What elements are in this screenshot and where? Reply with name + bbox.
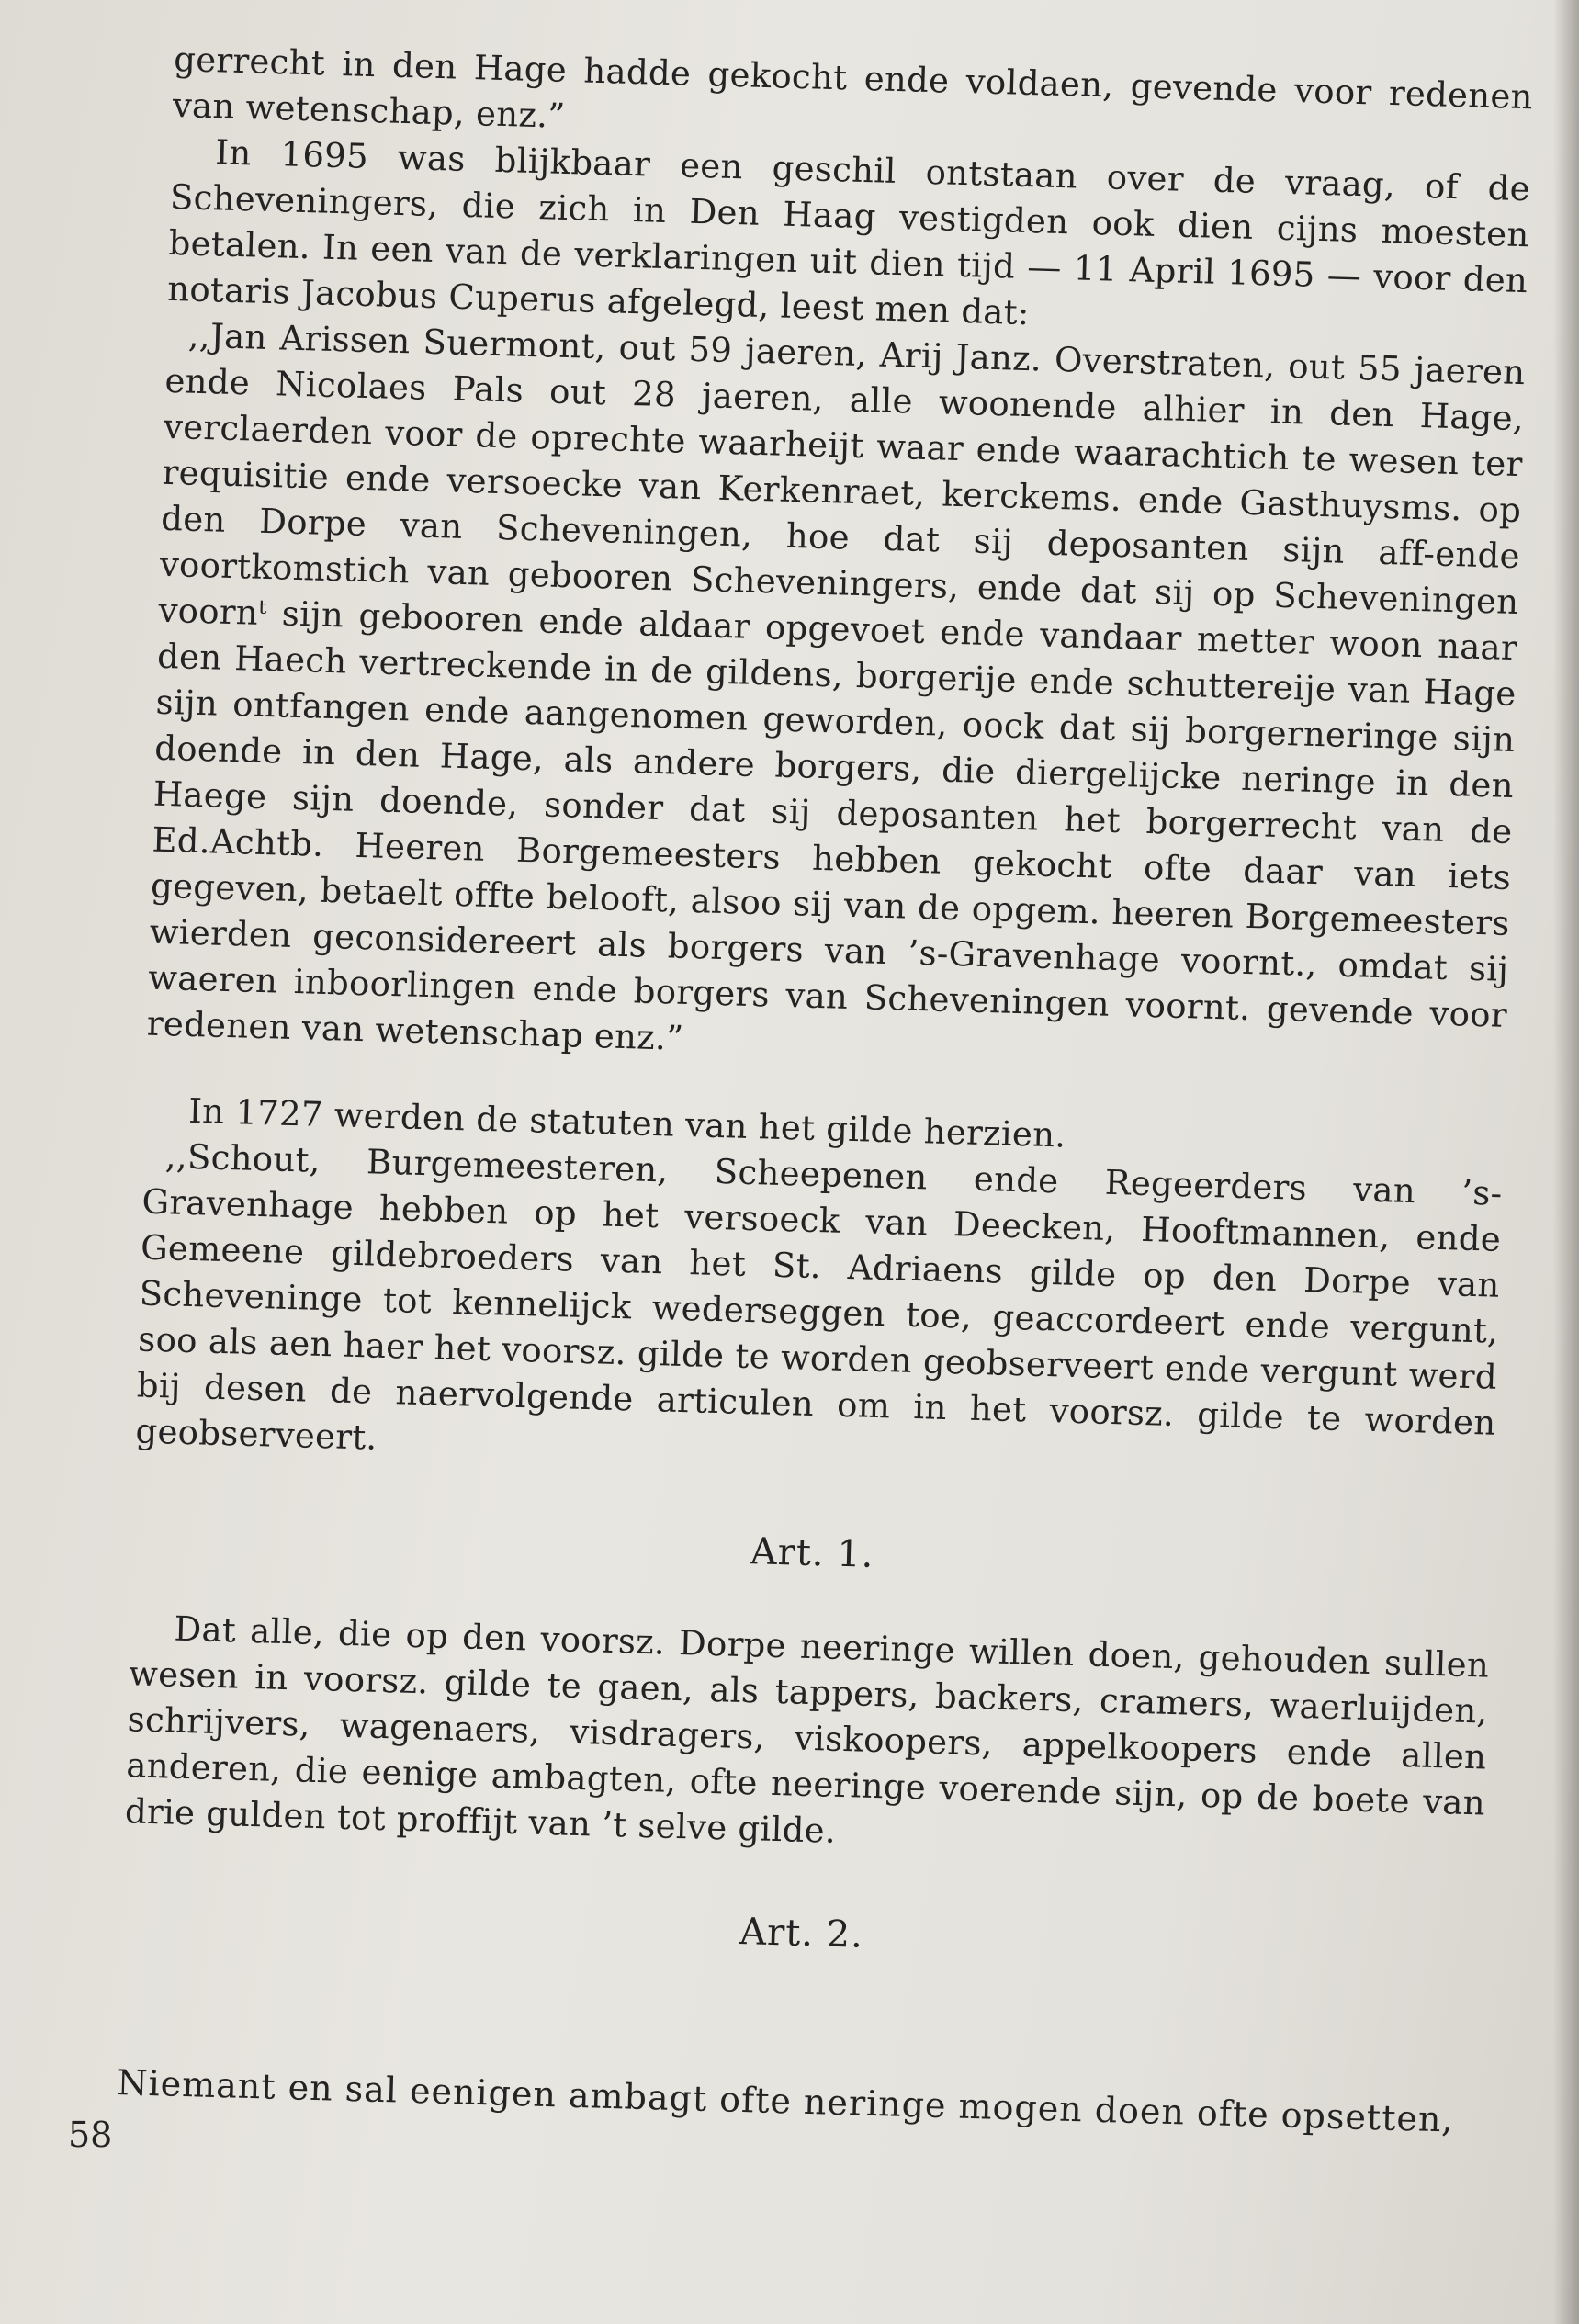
article-1-text: Dat alle, die op den voorsz. Dorpe neeringe willen doen, gehouden sullen wesen in voorsz. gilde te gaen, als tappers, backers, cramers, waerluijden, schrijvers, wagenaers, visdragers, viskoopers, appelkoopers ende allen anderen, die eenige ambagten, ofte neeringe voerende sijn, op de boete van drie gulden tot proffijt van ’t selve gilde. [124,1608,1490,1851]
page-body [120,37,1534,2023]
quote-declaration: ,,Jan Arissen Suermont, out 59 jaeren, Arij Janz. Overstraten, out 55 jaeren ende Nicolaes Pals out 28 jaeren, alle woonende alhier in den Hage, verclaerden voor de oprechte waarheijt waar ende waarachtich te wesen ter requisitie ende versoecke van Kerkenraet, kerckems. ende Gasthuysms. op den Dorpe van Scheveningen, hoe dat sij deposanten sijn aff-ende voortkomstich van gebooren Scheveningers, ende dat sij op Scheveningen voornᵗ sijn gebooren ende aldaar opgevoet ende vandaar metter woon naar den Haech vertreckende in de gildens, borgerije ende schuttereije van Hage sijn ontfangen ende aangenomen geworden, oock dat sij borgerneringe sijn doende in den Hage, als andere borgers, die diergelijcke neringe in den Haege sijn doende, sonder dat sij deposanten het borgerrecht van de Ed.Achtb. Heeren Borgemeesters hebben gekocht ofte daar van iets gegeven, betaelt offte belooft, alsoo sij van de opgem. heeren Borgemeesters wierden geconsidereert als borgers van ’s-Gravenhage voornt., omdat sij waeren inboorlingen ende borgers van Scheveningen voornt. gevende voor redenen van wetenschap enz.” [146,315,1526,1058]
paragraph-continuation: gerrecht in den Hage hadde gekocht ende voldaen, gevende voor redenen van wetenschap, enz.” [172,39,1534,136]
article-2-heading: Art. 2. [739,1910,864,1957]
article-2-text: Niemant en sal eenigen ambagt ofte neringe mogen doen ofte opsetten, [116,2062,1455,2140]
paragraph-1727-statutes: In 1727 werden de statuten van het gilde herzien. [187,1090,1066,1156]
page-number: 58 [68,2115,113,2155]
article-1-heading: Art. 1. [750,1530,875,1576]
quote-statutes-intro: ,,Schout, Burgemeesteren, Scheepenen ende Regeerders van ’s-Gravenhage hebben op het versoeck van Deecken, Hooftmannen, ende Gemeene gildebroeders van het St. Adriaens gilde op den Dorpe van Scheveninge tot kennelijck wederseggen toe, geaccordeert ende vergunt, soo als aen haer het voorsz. gilde te worden geobserveert ende vergunt werd bij desen de naervolgende articulen om in het voorsz. gilde te worden geobserveert. [135,1136,1504,1458]
paragraph-1695-dispute: In 1695 was blijkbaar een geschil ontstaan over de vraag, of de Scheveningers, die zich in Den Haag vestigden ook dien cijns moesten betalen. In een van de verklaringen uit dien tijd — 11 April 1695 — voor den notaris Jacobus Cuperus afgelegd, leest men dat: [166,132,1531,333]
page-edge-shadow [1553,0,1579,2324]
